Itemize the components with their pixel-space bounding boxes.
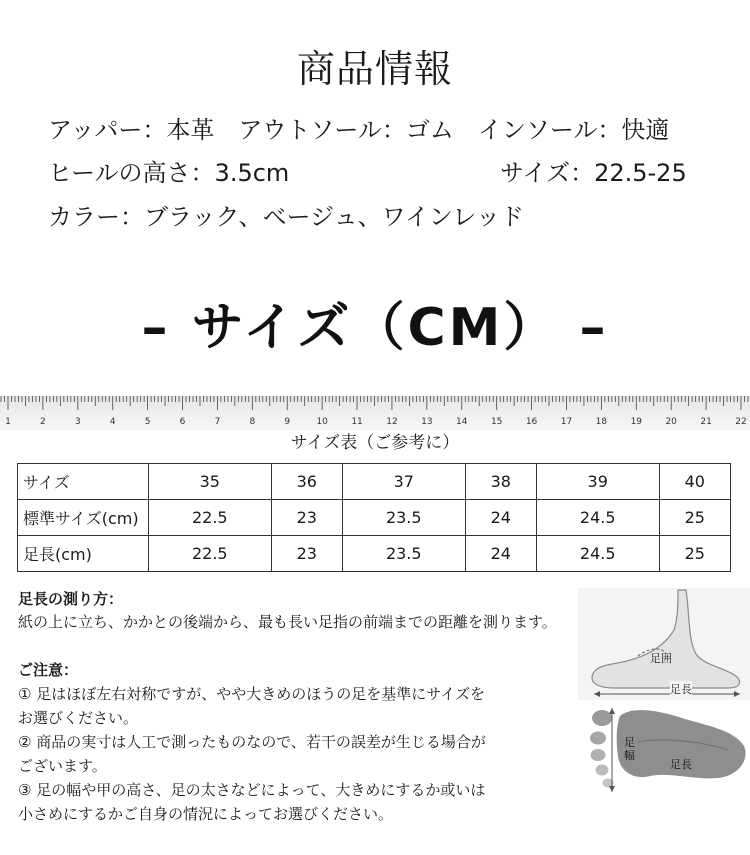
ruler-number: 9	[284, 417, 291, 427]
spec-heel-height: ヒールの高さ：3.5cm	[48, 159, 290, 187]
foot-sole-diagram	[578, 702, 750, 798]
ruler-number: 12	[386, 417, 398, 427]
table-cell: 23	[271, 500, 342, 536]
table-cell: 23	[271, 536, 342, 572]
foot-side-icon	[578, 588, 750, 700]
spec-colors: カラー：ブラック、ベージュ、ワインレッド	[48, 203, 525, 231]
table-cell: 23.5	[342, 500, 465, 536]
caution-item-3-cont: 小さめにするかご自身の情況によってお選びください。	[18, 805, 394, 823]
measure-text: 紙の上に立ち、かかとの後端から、最も長い足指の前端までの距離を測ります。	[18, 613, 557, 631]
ruler-number: 3	[74, 417, 81, 427]
table-cell: 37	[342, 464, 465, 500]
ruler-number: 14	[456, 417, 468, 427]
foot-sole-length-label: 足長	[670, 758, 692, 771]
table-cell: 24	[465, 500, 536, 536]
ruler-number: 6	[179, 417, 186, 427]
row-label: 標準サイズ(cm)	[18, 500, 149, 536]
ruler-number: 16	[525, 417, 538, 427]
foot-side-diagram	[578, 588, 750, 700]
foot-width-label: 足幅	[624, 736, 635, 762]
caution-item-1: ① 足はほぼ左右対称ですが、やや大きめのほうの足を基準にサイズを	[18, 685, 486, 703]
ruler-number: 8	[249, 417, 256, 427]
measure-heading: 足長の測り方：	[18, 590, 124, 608]
table-cell: 23.5	[342, 536, 465, 572]
ruler-number: 22	[735, 417, 747, 427]
row-label: サイズ	[18, 464, 149, 500]
ruler-number: 10	[316, 417, 328, 427]
table-row	[18, 500, 731, 536]
size-table	[17, 463, 731, 572]
table-cell: 22.5	[149, 500, 272, 536]
ruler-number: 13	[421, 417, 433, 427]
table-row	[18, 464, 731, 500]
caution-item-3: ③ 足の幅や甲の高さ、足の太さなどによって、大きめにするか或いは	[18, 781, 486, 799]
table-cell: 24.5	[536, 536, 659, 572]
table-cell: 25	[659, 536, 731, 572]
page-title: 商品情報	[296, 47, 453, 91]
caution-item-2: ② 商品の実寸は人工で測ったものなので、若干の誤差が生じる場合が	[18, 733, 486, 751]
ruler-number: 20	[665, 417, 677, 427]
ruler-number: 18	[595, 417, 608, 427]
spec-materials: アッパー：本革 アウトソール：ゴム インソール：快適	[48, 116, 670, 144]
ruler-number: 1	[5, 417, 11, 427]
ruler-number: 2	[40, 417, 46, 427]
foot-sole-icon	[578, 702, 750, 798]
size-heading: – サイズ（CM） –	[141, 298, 609, 358]
table-cell: 24	[465, 536, 536, 572]
ruler	[0, 396, 750, 430]
foot-girth-label: 足囲	[650, 652, 672, 665]
table-row	[18, 536, 731, 572]
ruler-number: 5	[144, 417, 151, 427]
row-label: 足長(cm)	[18, 536, 149, 572]
caution-item-1-cont: お選びください。	[18, 709, 139, 727]
table-cell: 22.5	[149, 536, 272, 572]
ruler-number: 15	[490, 417, 503, 427]
table-cell: 24.5	[536, 500, 659, 536]
foot-length-label: 足長	[670, 683, 692, 696]
table-cell: 35	[149, 464, 272, 500]
ruler-number: 4	[109, 417, 116, 427]
table-cell: 40	[659, 464, 731, 500]
ruler-number: 17	[560, 417, 573, 427]
caution-heading: ご注意：	[18, 661, 79, 679]
table-cell: 25	[659, 500, 731, 536]
table-cell: 38	[465, 464, 536, 500]
ruler-number: 11	[351, 417, 363, 427]
ruler-caption: サイズ表（ご参考に）	[290, 433, 460, 453]
table-cell: 39	[536, 464, 659, 500]
ruler-number: 21	[700, 417, 712, 427]
ruler-number: 19	[630, 417, 643, 427]
ruler-number: 7	[214, 417, 221, 427]
spec-size-range: サイズ：22.5-25	[500, 159, 687, 187]
table-cell: 36	[271, 464, 342, 500]
caution-item-2-cont: ございます。	[18, 757, 107, 775]
